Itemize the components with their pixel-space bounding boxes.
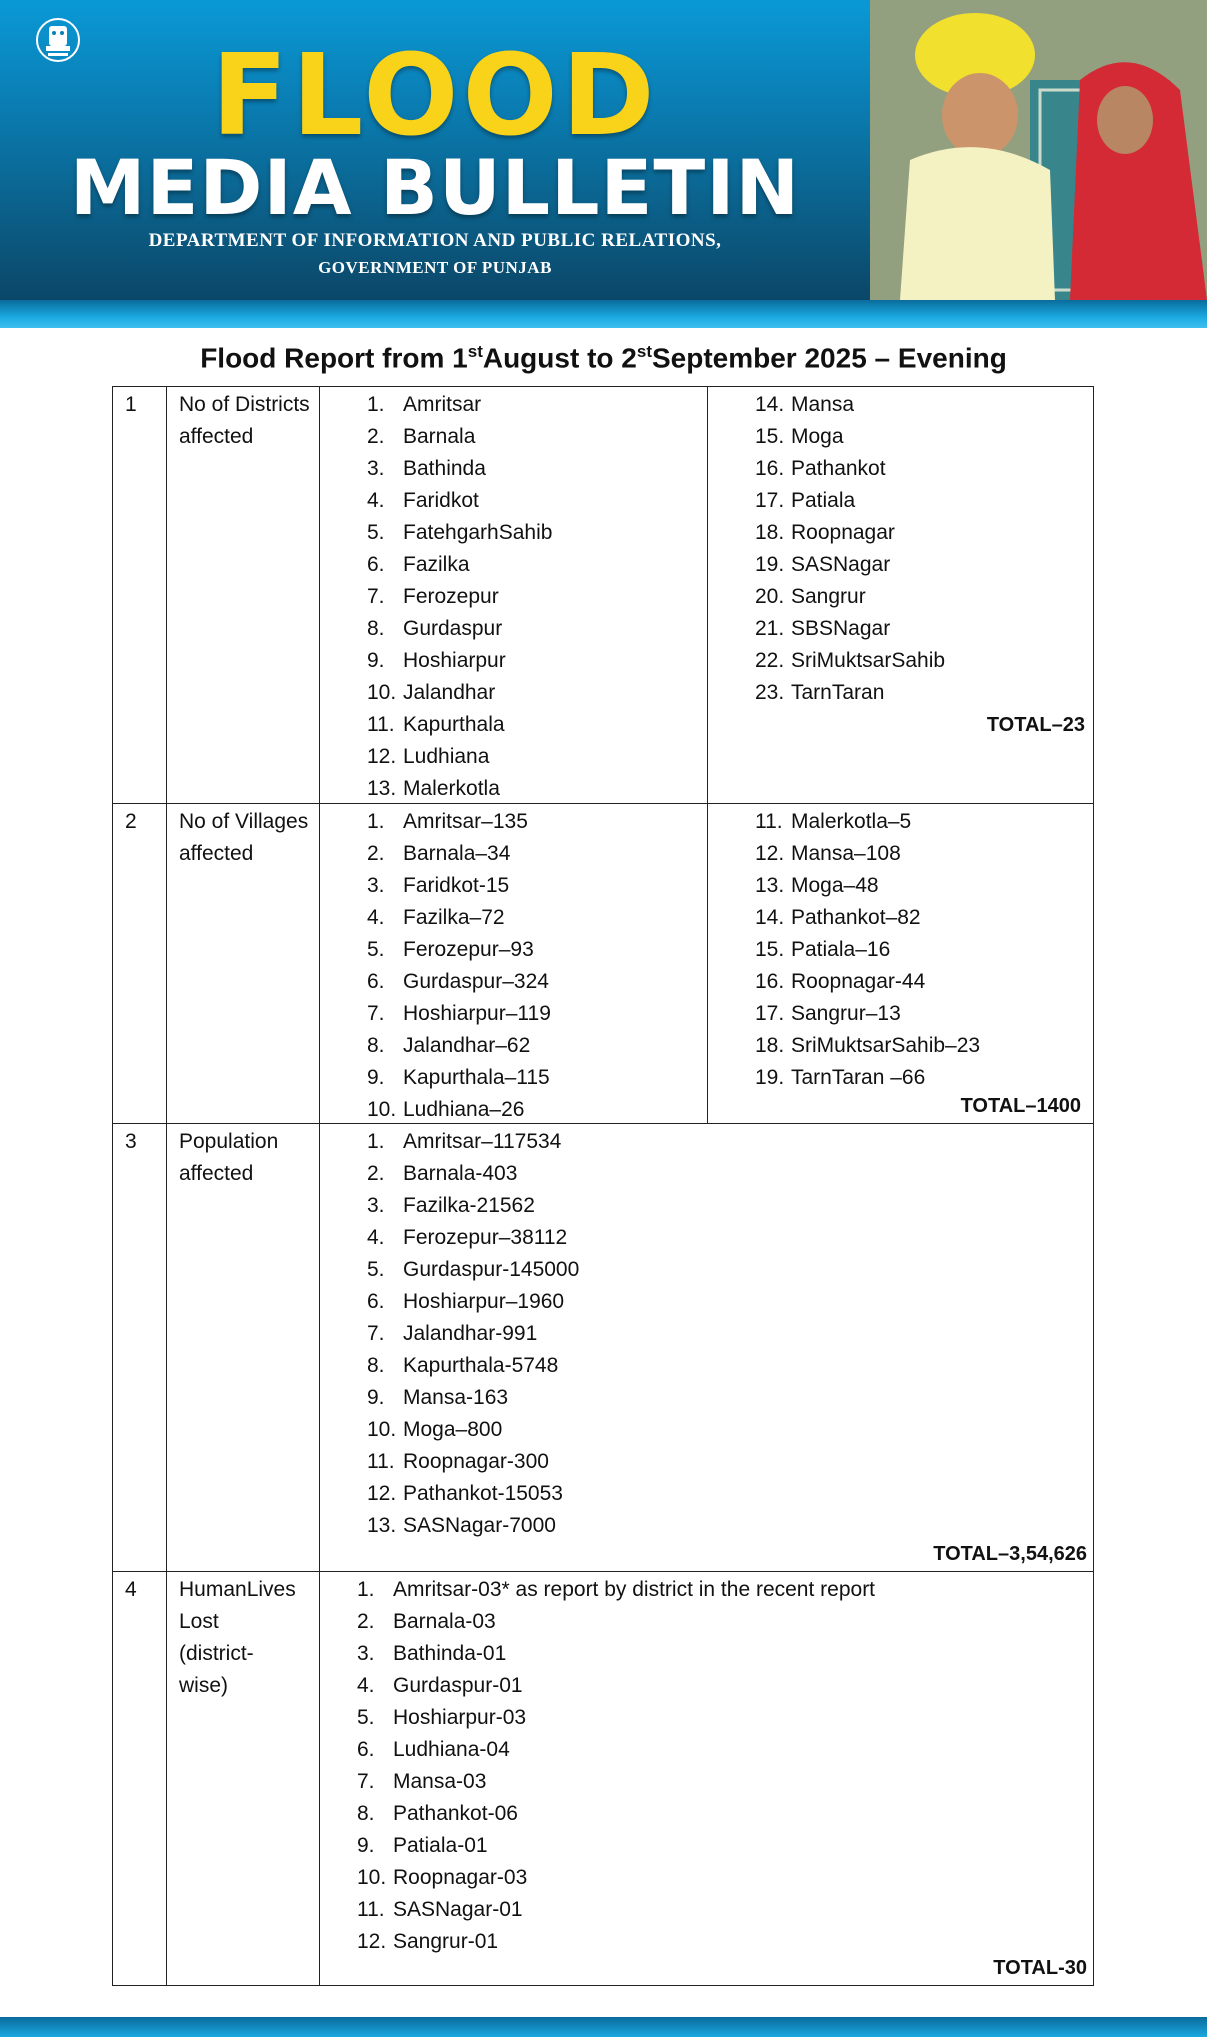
row-total: TOTAL-30 — [993, 1957, 1087, 1979]
list-item — [367, 613, 552, 645]
list-item — [755, 1030, 980, 1062]
list-item — [367, 806, 551, 838]
list-item-number: 11. — [755, 810, 783, 833]
list-item — [367, 1222, 579, 1254]
list-item-text: SASNagar-01 — [393, 1898, 523, 1921]
list-item-number: 12. — [357, 1930, 387, 1953]
list-item-text: Hoshiarpur–1960 — [403, 1290, 565, 1313]
table-row — [113, 387, 1093, 803]
list-item — [367, 1382, 579, 1414]
list-item-number: 20. — [755, 585, 785, 608]
list-item-text: Moga–800 — [403, 1418, 503, 1441]
list-item-text: Amritsar–135 — [403, 810, 528, 833]
list-item-text: Gurdaspur-01 — [393, 1674, 523, 1697]
list-item — [367, 1158, 579, 1190]
list-item — [357, 1830, 875, 1862]
list-item-number: 18. — [755, 1034, 785, 1057]
list-item-number: 11. — [367, 713, 395, 736]
list-item — [367, 838, 551, 870]
list-item — [367, 1126, 579, 1158]
column-divider — [319, 1124, 320, 1571]
list-item-text: Mansa — [791, 393, 855, 416]
list-item-number: 11. — [357, 1898, 385, 1921]
media-bulletin-title: MEDIA BULLETIN — [69, 143, 801, 232]
list-item-number: 19. — [755, 553, 785, 576]
list-item-number: 2. — [367, 425, 385, 448]
row-label — [179, 1574, 309, 1702]
list-item — [357, 1894, 875, 1926]
list-item — [367, 741, 552, 773]
list-item-text: Patiala–16 — [791, 938, 891, 961]
list-item-number: 4. — [367, 906, 385, 929]
list-item — [367, 1190, 579, 1222]
list-item-text: Sangrur–13 — [791, 1002, 901, 1025]
list-item-text: Jalandhar-991 — [403, 1322, 538, 1345]
list-item-text: SriMuktsarSahib — [791, 649, 946, 672]
list-item-number: 4. — [367, 1226, 385, 1249]
column-divider — [166, 1124, 167, 1571]
row-number: 4 — [125, 1578, 137, 1601]
list-item-number: 23. — [755, 681, 785, 704]
list-item-text: Kapurthala — [403, 713, 505, 736]
list-item — [755, 838, 980, 870]
list-item-text: SBSNagar — [791, 617, 891, 640]
list-item — [367, 1510, 579, 1542]
list-item-text: SriMuktsarSahib–23 — [791, 1034, 981, 1057]
list-item-number: 6. — [367, 553, 385, 576]
department-line: DEPARTMENT OF INFORMATION AND PUBLIC RELATIONS, — [148, 230, 722, 251]
list-item-number: 13. — [367, 777, 397, 800]
list-item-number: 2. — [367, 842, 385, 865]
list-item-text: Amritsar-03* as report by district in the recent report — [393, 1578, 876, 1601]
list-item-text: Bathinda-01 — [393, 1642, 507, 1665]
government-line: GOVERNMENT OF PUNJAB — [318, 258, 552, 277]
list-item-number: 3. — [357, 1642, 375, 1665]
list-item — [755, 645, 945, 677]
list-item-text: SASNagar-7000 — [403, 1514, 556, 1537]
row-total: TOTAL–23 — [986, 714, 1085, 736]
list-item-text: Gurdaspur–324 — [403, 970, 549, 993]
list-item-number: 13. — [367, 1514, 397, 1537]
list-item-text: Pathankot-06 — [393, 1802, 518, 1825]
list-item — [755, 389, 945, 421]
list-item-text: Kapurthala-5748 — [403, 1354, 559, 1377]
list-item — [357, 1734, 875, 1766]
list-item — [357, 1926, 875, 1958]
list-item-text: Ludhiana-04 — [393, 1738, 510, 1761]
list-item — [367, 709, 552, 741]
list-item — [755, 870, 980, 902]
list-item — [367, 1350, 579, 1382]
list-item — [755, 934, 980, 966]
list-item — [367, 1318, 579, 1350]
list-item-text: Ludhiana — [403, 745, 490, 768]
list-item-text: Ferozepur–93 — [403, 938, 534, 961]
list-item — [755, 806, 980, 838]
list-item-text: Barnala-03 — [393, 1610, 496, 1633]
list-item — [357, 1862, 875, 1894]
list-item — [755, 1062, 980, 1094]
list-item-number: 8. — [367, 617, 385, 640]
list-item-text: Barnala-403 — [403, 1162, 518, 1185]
list-item-text: Mansa-163 — [403, 1386, 509, 1409]
list-item-number: 5. — [367, 1258, 385, 1281]
list-item — [367, 549, 552, 581]
list-item — [755, 613, 945, 645]
list-item-text: Faridkot-15 — [403, 874, 510, 897]
header-banner — [0, 0, 1207, 328]
list-item-number: 15. — [755, 425, 785, 448]
list-item — [367, 453, 552, 485]
list-item-text: Fazilka — [403, 553, 470, 576]
village-list-right — [755, 806, 980, 1094]
list-item — [357, 1798, 875, 1830]
list-item-text: Sangrur-01 — [393, 1930, 499, 1953]
list-item-number: 9. — [357, 1834, 375, 1857]
column-divider — [166, 1572, 167, 1985]
list-item-text: Mansa-03 — [393, 1770, 487, 1793]
row-label-line: HumanLives — [179, 1578, 296, 1601]
list-item — [367, 517, 552, 549]
list-item-text: Amritsar–117534 — [403, 1130, 562, 1153]
column-divider — [319, 1572, 320, 1985]
list-item — [357, 1638, 875, 1670]
list-item-number: 9. — [367, 649, 385, 672]
list-item-number: 1. — [367, 810, 385, 833]
list-item-text: Ludhiana–26 — [403, 1098, 525, 1121]
report-title-suffix: September 2025 – Evening — [651, 342, 1007, 374]
list-item — [357, 1606, 875, 1638]
list-item-number: 16. — [755, 970, 785, 993]
list-item — [367, 389, 552, 421]
list-item-number: 7. — [367, 1322, 385, 1345]
lives-lost-list — [357, 1574, 875, 1958]
list-item-text: Hoshiarpur-03 — [393, 1706, 527, 1729]
list-item-text: Patiala — [791, 489, 856, 512]
list-item-text: Moga — [791, 425, 844, 448]
list-item-number: 15. — [755, 938, 785, 961]
list-item — [367, 998, 551, 1030]
list-item-text: Roopnagar-44 — [791, 970, 926, 993]
row-number: 1 — [125, 393, 137, 416]
column-divider — [166, 387, 167, 803]
row-label-line: wise) — [179, 1674, 229, 1697]
list-item-text: Roopnagar-300 — [403, 1450, 549, 1473]
list-item — [367, 902, 551, 934]
list-item — [367, 1414, 579, 1446]
report-title-prefix: Flood Report from 1 — [200, 342, 468, 374]
village-list-left — [367, 806, 551, 1126]
table-row — [113, 1123, 1093, 1571]
list-item — [367, 645, 552, 677]
flood-report-table — [112, 386, 1094, 1986]
list-item-number: 3. — [367, 874, 385, 897]
list-item-number: 9. — [367, 1066, 385, 1089]
row-number: 2 — [125, 810, 137, 833]
list-item-text: Faridkot — [403, 489, 479, 512]
list-item-number: 17. — [755, 489, 785, 512]
list-item-text: Hoshiarpur–119 — [403, 1002, 551, 1025]
list-item-text: Ferozepur — [403, 585, 499, 608]
list-item — [367, 1446, 579, 1478]
list-item-text: SASNagar — [791, 553, 891, 576]
list-item-text: Malerkotla — [403, 777, 500, 800]
list-item-text: Ferozepur–38112 — [403, 1226, 568, 1249]
list-item-number: 17. — [755, 1002, 785, 1025]
table-row — [113, 803, 1093, 1123]
row-label-line: Lost — [179, 1610, 219, 1633]
list-item-number: 21. — [755, 617, 785, 640]
list-item-text: Fazilka–72 — [403, 906, 505, 929]
banner-stripe — [0, 300, 1207, 328]
list-item-text: Kapurthala–115 — [403, 1066, 550, 1089]
list-item — [367, 870, 551, 902]
list-item — [367, 1062, 551, 1094]
list-item — [755, 549, 945, 581]
list-item-number: 12. — [367, 745, 397, 768]
list-item-number: 10. — [367, 681, 397, 704]
report-title-mid: August to 2 — [482, 342, 637, 374]
list-item — [367, 485, 552, 517]
list-item-number: 7. — [357, 1770, 375, 1793]
list-item — [755, 966, 980, 998]
list-item-text: Fazilka-21562 — [403, 1194, 535, 1217]
list-item-number: 1. — [357, 1578, 375, 1601]
list-item-text: Malerkotla–5 — [791, 810, 912, 833]
list-item-number: 4. — [367, 489, 385, 512]
list-item-text: Sangrur — [791, 585, 866, 608]
list-item-number: 4. — [357, 1674, 375, 1697]
list-item-text: TarnTaran –66 — [791, 1066, 926, 1089]
list-item — [367, 773, 552, 805]
list-item-number: 12. — [367, 1482, 397, 1505]
list-item — [367, 1254, 579, 1286]
population-list — [367, 1126, 579, 1542]
list-item-number: 2. — [367, 1162, 385, 1185]
list-item-number: 22. — [755, 649, 785, 672]
list-item-text: Barnala — [403, 425, 476, 448]
list-item — [367, 581, 552, 613]
list-item — [755, 581, 945, 613]
list-item-number: 12. — [755, 842, 785, 865]
list-item-text: FatehgarhSahib — [403, 521, 553, 544]
district-list-left — [367, 389, 552, 805]
list-item-number: 10. — [357, 1866, 387, 1889]
row-total: TOTAL–1400 — [960, 1095, 1081, 1117]
list-item-number: 2. — [357, 1610, 375, 1633]
list-item-number: 5. — [367, 938, 385, 961]
list-item — [367, 934, 551, 966]
flood-title: FLOOD — [211, 31, 659, 161]
list-item-number: 6. — [367, 970, 385, 993]
list-item — [367, 677, 552, 709]
list-item-number: 7. — [367, 585, 385, 608]
list-item — [755, 485, 945, 517]
row-label: Population affected — [179, 1130, 279, 1185]
list-item-number: 10. — [367, 1098, 397, 1121]
list-item-number: 3. — [367, 1194, 385, 1217]
list-item — [357, 1702, 875, 1734]
list-item — [357, 1766, 875, 1798]
column-divider — [707, 387, 708, 803]
list-item-text: Hoshiarpur — [403, 649, 506, 672]
list-item-number: 3. — [367, 457, 385, 480]
list-item-number: 1. — [367, 393, 385, 416]
list-item-number: 6. — [357, 1738, 375, 1761]
list-item-text: Gurdaspur-145000 — [403, 1258, 580, 1281]
column-divider — [319, 804, 320, 1123]
list-item-text: Roopnagar-03 — [393, 1866, 528, 1889]
district-list-right — [755, 389, 945, 709]
list-item — [367, 966, 551, 998]
list-item — [367, 421, 552, 453]
list-item-number: 14. — [755, 393, 785, 416]
officials-meeting-photo — [870, 0, 1207, 300]
list-item-text: Bathinda — [403, 457, 486, 480]
list-item-text: Jalandhar–62 — [403, 1034, 531, 1057]
table-row — [113, 1571, 1093, 1985]
list-item-number: 5. — [357, 1706, 375, 1729]
list-item-text: Mansa–108 — [791, 842, 901, 865]
row-number: 3 — [125, 1130, 137, 1153]
list-item-text: Pathankot-15053 — [403, 1482, 563, 1505]
list-item — [367, 1094, 551, 1126]
report-title — [0, 342, 1207, 374]
list-item — [367, 1030, 551, 1062]
list-item-text: Pathankot — [791, 457, 886, 480]
list-item — [755, 517, 945, 549]
column-divider — [319, 387, 320, 803]
photo-illustration — [870, 0, 1207, 300]
list-item-text: Jalandhar — [403, 681, 496, 704]
list-item-text: Patiala-01 — [393, 1834, 488, 1857]
column-divider — [166, 804, 167, 1123]
report-title-sup1: st — [467, 342, 483, 361]
list-item — [367, 1286, 579, 1318]
report-title-sup2: st — [636, 342, 652, 361]
list-item-text: Amritsar — [403, 393, 482, 416]
list-item-text: Roopnagar — [791, 521, 895, 544]
list-item — [755, 998, 980, 1030]
list-item — [755, 421, 945, 453]
list-item-number: 8. — [367, 1354, 385, 1377]
row-total: TOTAL–3,54,626 — [933, 1543, 1087, 1565]
list-item-number: 11. — [367, 1450, 395, 1473]
list-item — [357, 1574, 875, 1606]
list-item-number: 16. — [755, 457, 785, 480]
column-divider — [707, 804, 708, 1123]
list-item — [755, 677, 945, 709]
list-item — [755, 453, 945, 485]
list-item — [755, 902, 980, 934]
list-item — [367, 1478, 579, 1510]
list-item-number: 8. — [357, 1802, 375, 1825]
list-item-text: TarnTaran — [791, 681, 885, 704]
list-item-text: Pathankot–82 — [791, 906, 921, 929]
list-item-number: 5. — [367, 521, 385, 544]
list-item-number: 18. — [755, 521, 785, 544]
row-label: No of Districts affected — [179, 393, 310, 448]
list-item-number: 13. — [755, 874, 785, 897]
list-item-number: 7. — [367, 1002, 385, 1025]
row-label: No of Villages affected — [179, 810, 309, 865]
list-item-number: 6. — [367, 1290, 385, 1313]
list-item-number: 9. — [367, 1386, 385, 1409]
list-item-text: Gurdaspur — [403, 617, 503, 640]
row-label-line: (district- — [179, 1642, 254, 1665]
list-item-text: Moga–48 — [791, 874, 879, 897]
list-item-text: Barnala–34 — [403, 842, 511, 865]
list-item — [357, 1670, 875, 1702]
list-item-number: 10. — [367, 1418, 397, 1441]
footer-stripe — [0, 2017, 1207, 2037]
list-item-number: 8. — [367, 1034, 385, 1057]
list-item-number: 19. — [755, 1066, 785, 1089]
list-item-number: 1. — [367, 1130, 385, 1153]
list-item-number: 14. — [755, 906, 785, 929]
